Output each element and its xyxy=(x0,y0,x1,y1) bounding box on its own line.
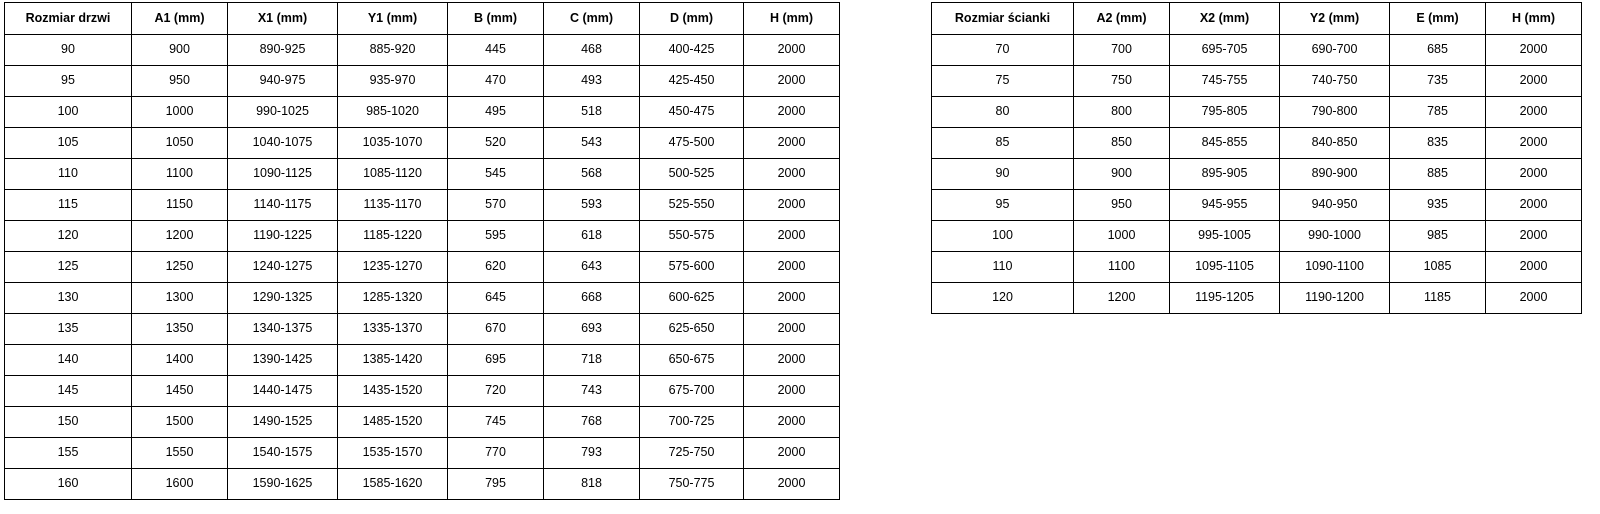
cell: 400-425 xyxy=(640,35,744,66)
table-row xyxy=(5,190,840,221)
cell: 500-525 xyxy=(640,159,744,190)
cell: 110 xyxy=(5,159,132,190)
cell: 700 xyxy=(1074,35,1170,66)
cell: 2000 xyxy=(744,97,840,128)
cell: 745-755 xyxy=(1170,66,1280,97)
cell: 1140-1175 xyxy=(228,190,338,221)
cell: 1350 xyxy=(132,314,228,345)
cell: 768 xyxy=(544,407,640,438)
cell: 1535-1570 xyxy=(338,438,448,469)
cell: 770 xyxy=(448,438,544,469)
cell: 885-920 xyxy=(338,35,448,66)
cell: 125 xyxy=(5,252,132,283)
cell: 835 xyxy=(1390,128,1486,159)
cell: 2000 xyxy=(1486,128,1582,159)
table-row xyxy=(932,66,1582,97)
cell: 785 xyxy=(1390,97,1486,128)
table-row xyxy=(5,159,840,190)
cell: 1400 xyxy=(132,345,228,376)
cell: 90 xyxy=(5,35,132,66)
cell: 1250 xyxy=(132,252,228,283)
cell: 1285-1320 xyxy=(338,283,448,314)
cell: 2000 xyxy=(1486,190,1582,221)
cell: 2000 xyxy=(744,283,840,314)
cell: 2000 xyxy=(1486,66,1582,97)
cell: 1550 xyxy=(132,438,228,469)
cell: 795 xyxy=(448,469,544,500)
table-row xyxy=(932,252,1582,283)
cell: 845-855 xyxy=(1170,128,1280,159)
walls-dimensions-table-container xyxy=(931,2,1582,314)
table-header-row xyxy=(932,3,1582,35)
cell: 2000 xyxy=(744,252,840,283)
cell: 1090-1100 xyxy=(1280,252,1390,283)
cell: 675-700 xyxy=(640,376,744,407)
table-row xyxy=(5,469,840,500)
cell: 135 xyxy=(5,314,132,345)
cell: 1190-1225 xyxy=(228,221,338,252)
table-row xyxy=(932,97,1582,128)
cell: 1240-1275 xyxy=(228,252,338,283)
cell: 945-955 xyxy=(1170,190,1280,221)
cell: 720 xyxy=(448,376,544,407)
cell: 990-1000 xyxy=(1280,221,1390,252)
column-header-y2: Y2 (mm) xyxy=(1280,3,1390,35)
cell: 470 xyxy=(448,66,544,97)
column-header-x2: X2 (mm) xyxy=(1170,3,1280,35)
cell: 550-575 xyxy=(640,221,744,252)
cell: 795-805 xyxy=(1170,97,1280,128)
table-row xyxy=(932,221,1582,252)
cell: 120 xyxy=(5,221,132,252)
cell: 2000 xyxy=(744,128,840,159)
cell: 618 xyxy=(544,221,640,252)
cell: 85 xyxy=(932,128,1074,159)
table-row xyxy=(5,438,840,469)
cell: 950 xyxy=(1074,190,1170,221)
cell: 2000 xyxy=(1486,97,1582,128)
cell: 1200 xyxy=(1074,283,1170,314)
cell: 2000 xyxy=(1486,283,1582,314)
cell: 695 xyxy=(448,345,544,376)
cell: 545 xyxy=(448,159,544,190)
cell: 650-675 xyxy=(640,345,744,376)
cell: 1490-1525 xyxy=(228,407,338,438)
column-header-b: B (mm) xyxy=(448,3,544,35)
cell: 890-900 xyxy=(1280,159,1390,190)
cell: 700-725 xyxy=(640,407,744,438)
column-header-d: D (mm) xyxy=(640,3,744,35)
doors-dimensions-table-container xyxy=(4,2,840,500)
table-row xyxy=(5,97,840,128)
cell: 2000 xyxy=(744,376,840,407)
cell: 818 xyxy=(544,469,640,500)
cell: 80 xyxy=(932,97,1074,128)
walls-table-body xyxy=(932,35,1582,314)
cell: 1500 xyxy=(132,407,228,438)
table-header-row xyxy=(5,3,840,35)
cell: 840-850 xyxy=(1280,128,1390,159)
table-row xyxy=(5,345,840,376)
cell: 690-700 xyxy=(1280,35,1390,66)
cell: 895-905 xyxy=(1170,159,1280,190)
cell: 425-450 xyxy=(640,66,744,97)
cell: 130 xyxy=(5,283,132,314)
cell: 668 xyxy=(544,283,640,314)
cell: 2000 xyxy=(744,35,840,66)
cell: 1440-1475 xyxy=(228,376,338,407)
cell: 985 xyxy=(1390,221,1486,252)
cell: 1385-1420 xyxy=(338,345,448,376)
cell: 1040-1075 xyxy=(228,128,338,159)
doors-table-head xyxy=(5,3,840,35)
cell: 1090-1125 xyxy=(228,159,338,190)
cell: 543 xyxy=(544,128,640,159)
cell: 1185 xyxy=(1390,283,1486,314)
cell: 600-625 xyxy=(640,283,744,314)
cell: 140 xyxy=(5,345,132,376)
cell: 518 xyxy=(544,97,640,128)
cell: 2000 xyxy=(744,66,840,97)
column-header-h: H (mm) xyxy=(744,3,840,35)
cell: 145 xyxy=(5,376,132,407)
column-header-rozmiar-scianki: Rozmiar ścianki xyxy=(932,3,1074,35)
cell: 100 xyxy=(5,97,132,128)
cell: 160 xyxy=(5,469,132,500)
cell: 90 xyxy=(932,159,1074,190)
cell: 1335-1370 xyxy=(338,314,448,345)
cell: 2000 xyxy=(744,221,840,252)
column-header-h: H (mm) xyxy=(1486,3,1582,35)
cell: 475-500 xyxy=(640,128,744,159)
cell: 1100 xyxy=(132,159,228,190)
table-row xyxy=(5,221,840,252)
cell: 2000 xyxy=(744,345,840,376)
doors-dimensions-table xyxy=(4,2,840,500)
cell: 990-1025 xyxy=(228,97,338,128)
cell: 1300 xyxy=(132,283,228,314)
cell: 570 xyxy=(448,190,544,221)
cell: 1435-1520 xyxy=(338,376,448,407)
column-header-x1: X1 (mm) xyxy=(228,3,338,35)
cell: 1050 xyxy=(132,128,228,159)
cell: 115 xyxy=(5,190,132,221)
cell: 450-475 xyxy=(640,97,744,128)
cell: 2000 xyxy=(744,469,840,500)
cell: 745 xyxy=(448,407,544,438)
doors-table-body xyxy=(5,35,840,500)
cell: 685 xyxy=(1390,35,1486,66)
cell: 525-550 xyxy=(640,190,744,221)
cell: 468 xyxy=(544,35,640,66)
table-row xyxy=(5,128,840,159)
cell: 740-750 xyxy=(1280,66,1390,97)
cell: 2000 xyxy=(744,407,840,438)
cell: 620 xyxy=(448,252,544,283)
cell: 1590-1625 xyxy=(228,469,338,500)
cell: 120 xyxy=(932,283,1074,314)
cell: 105 xyxy=(5,128,132,159)
column-header-y1: Y1 (mm) xyxy=(338,3,448,35)
cell: 593 xyxy=(544,190,640,221)
cell: 1035-1070 xyxy=(338,128,448,159)
table-row xyxy=(5,376,840,407)
cell: 100 xyxy=(932,221,1074,252)
column-header-rozmiar-drzwi: Rozmiar drzwi xyxy=(5,3,132,35)
cell: 1450 xyxy=(132,376,228,407)
cell: 790-800 xyxy=(1280,97,1390,128)
cell: 940-975 xyxy=(228,66,338,97)
table-row xyxy=(5,283,840,314)
cell: 718 xyxy=(544,345,640,376)
cell: 493 xyxy=(544,66,640,97)
table-row xyxy=(5,252,840,283)
cell: 695-705 xyxy=(1170,35,1280,66)
cell: 150 xyxy=(5,407,132,438)
cell: 900 xyxy=(132,35,228,66)
cell: 1340-1375 xyxy=(228,314,338,345)
cell: 900 xyxy=(1074,159,1170,190)
cell: 735 xyxy=(1390,66,1486,97)
cell: 2000 xyxy=(1486,35,1582,66)
table-row xyxy=(932,35,1582,66)
cell: 568 xyxy=(544,159,640,190)
cell: 95 xyxy=(5,66,132,97)
cell: 693 xyxy=(544,314,640,345)
table-row xyxy=(5,66,840,97)
cell: 793 xyxy=(544,438,640,469)
cell: 2000 xyxy=(1486,159,1582,190)
cell: 885 xyxy=(1390,159,1486,190)
cell: 625-650 xyxy=(640,314,744,345)
cell: 995-1005 xyxy=(1170,221,1280,252)
cell: 935-970 xyxy=(338,66,448,97)
cell: 155 xyxy=(5,438,132,469)
cell: 1390-1425 xyxy=(228,345,338,376)
table-row xyxy=(5,35,840,66)
cell: 1085-1120 xyxy=(338,159,448,190)
cell: 743 xyxy=(544,376,640,407)
cell: 1095-1105 xyxy=(1170,252,1280,283)
cell: 1100 xyxy=(1074,252,1170,283)
cell: 645 xyxy=(448,283,544,314)
column-header-c: C (mm) xyxy=(544,3,640,35)
cell: 110 xyxy=(932,252,1074,283)
cell: 1150 xyxy=(132,190,228,221)
cell: 800 xyxy=(1074,97,1170,128)
cell: 2000 xyxy=(744,314,840,345)
cell: 595 xyxy=(448,221,544,252)
cell: 95 xyxy=(932,190,1074,221)
cell: 1585-1620 xyxy=(338,469,448,500)
table-row xyxy=(5,407,840,438)
cell: 75 xyxy=(932,66,1074,97)
cell: 1200 xyxy=(132,221,228,252)
table-row xyxy=(932,128,1582,159)
cell: 1185-1220 xyxy=(338,221,448,252)
cell: 1195-1205 xyxy=(1170,283,1280,314)
table-row xyxy=(932,190,1582,221)
cell: 935 xyxy=(1390,190,1486,221)
column-header-e: E (mm) xyxy=(1390,3,1486,35)
cell: 445 xyxy=(448,35,544,66)
cell: 950 xyxy=(132,66,228,97)
cell: 1190-1200 xyxy=(1280,283,1390,314)
cell: 1485-1520 xyxy=(338,407,448,438)
cell: 850 xyxy=(1074,128,1170,159)
column-header-a1: A1 (mm) xyxy=(132,3,228,35)
cell: 940-950 xyxy=(1280,190,1390,221)
cell: 495 xyxy=(448,97,544,128)
cell: 643 xyxy=(544,252,640,283)
cell: 725-750 xyxy=(640,438,744,469)
cell: 890-925 xyxy=(228,35,338,66)
cell: 2000 xyxy=(1486,221,1582,252)
cell: 670 xyxy=(448,314,544,345)
cell: 1000 xyxy=(1074,221,1170,252)
cell: 1290-1325 xyxy=(228,283,338,314)
table-row xyxy=(932,159,1582,190)
cell: 750-775 xyxy=(640,469,744,500)
cell: 1600 xyxy=(132,469,228,500)
cell: 1235-1270 xyxy=(338,252,448,283)
walls-table-head xyxy=(932,3,1582,35)
cell: 520 xyxy=(448,128,544,159)
cell: 1135-1170 xyxy=(338,190,448,221)
cell: 1000 xyxy=(132,97,228,128)
cell: 750 xyxy=(1074,66,1170,97)
table-row xyxy=(932,283,1582,314)
cell: 2000 xyxy=(744,438,840,469)
cell: 2000 xyxy=(1486,252,1582,283)
walls-dimensions-table xyxy=(931,2,1582,314)
table-row xyxy=(5,314,840,345)
cell: 985-1020 xyxy=(338,97,448,128)
cell: 575-600 xyxy=(640,252,744,283)
cell: 2000 xyxy=(744,159,840,190)
cell: 1540-1575 xyxy=(228,438,338,469)
cell: 2000 xyxy=(744,190,840,221)
cell: 70 xyxy=(932,35,1074,66)
column-header-a2: A2 (mm) xyxy=(1074,3,1170,35)
cell: 1085 xyxy=(1390,252,1486,283)
